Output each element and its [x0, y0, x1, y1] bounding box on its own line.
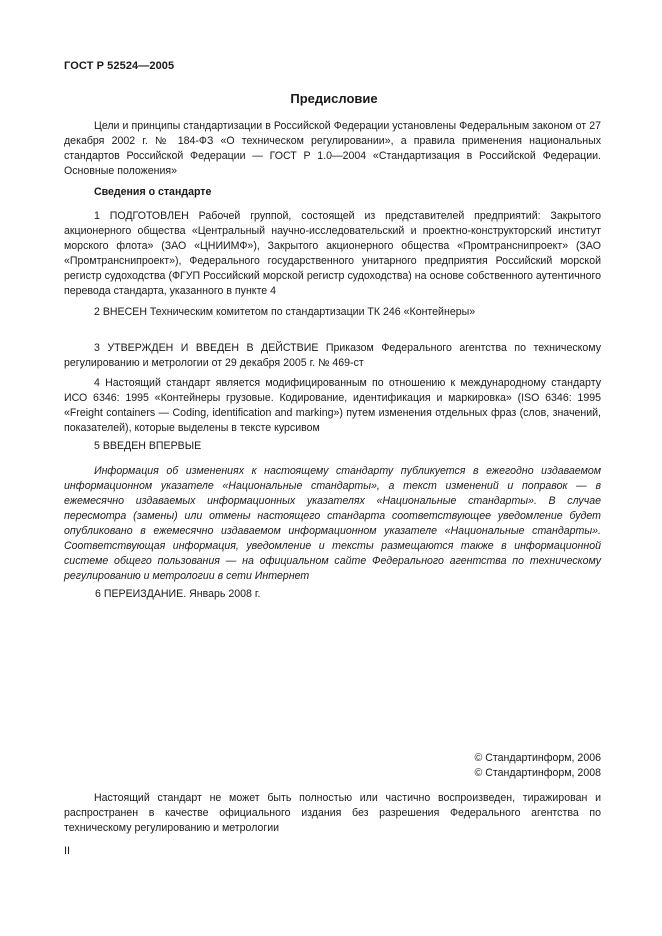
page-title: Предисловие	[290, 91, 378, 106]
item-1-paragraph: 1 ПОДГОТОВЛЕН Рабочей группой, состоящей из представителей предприятий: Закрытого акционерного общества «Центральный научно-исследовательский и проектно-конструкторский институт морского флота» (ЗАО «ЦНИИМФ»), Закрытого акционерного общества «Промтранснипроект» (ЗАО «Промтранснипроект»), Федерального государственного унитарного предприятия Российский морской регистр судоходства (ФГУП Российский морской регистр судоходства) на основе собственного аутентичного перевода стандарта, указанного в пункте 4	[64, 210, 601, 297]
reproduction-notice: Настоящий стандарт не может быть полностью или частично воспроизведен, тиражирован и распространен в качестве официального издания без разрешения Федерального агентства по техническому регулированию и метрологии	[64, 792, 601, 834]
doc-code: ГОСТ Р 52524—2005	[64, 60, 175, 72]
info-italic-paragraph: Информация об изменениях к настоящему стандарту публикуется в ежегодно издаваемом информационном указателе «Национальные стандарты», а текст изменений и поправок — в ежемесячно издаваемых информационных указателях «Национальные стандарты». В случае пересмотра (замены) или отмены настоящего стандарта соответствующее уведомление будет опубликовано в ежемесячно издаваемом информационном указателе «Национальные стандарты». Соответствующая информация, уведомление и тексты размещаются также в информационной системе общего пользования — на официальном сайте Федерального агентства по техническому регулированию и метрологии в сети Интернет	[64, 465, 601, 582]
section-heading: Сведения о стандарте	[94, 186, 212, 198]
copyright-line: © Стандартинформ, 2006	[474, 752, 601, 764]
copyright-line: © Стандартинформ, 2008	[474, 767, 601, 779]
item-2-paragraph: 2 ВНЕСЕН Техническим комитетом по стандартизации ТК 246 «Контейнеры»	[94, 306, 476, 318]
page-number: II	[64, 845, 71, 857]
copyright-block	[475, 751, 601, 781]
item-4-paragraph: 4 Настоящий стандарт является модифицированным по отношению к международному стандарту ИСО 6346: 1995 «Контейнеры грузовые. Кодирование, идентификация и маркировка» (ISO 6346: 1995 «Freight containers — Coding, identification and marking») путем изменения отдельных фраз (слов, значений, показателей), которые выделены в тексте курсивом	[64, 377, 601, 434]
item-3-paragraph: 3 УТВЕРЖДЕН И ВВЕДЕН В ДЕЙСТВИЕ Приказом Федерального агентства по техническому регулированию и метрологии от 29 декабря 2005 г. № 469-ст	[64, 342, 601, 369]
item-5-paragraph: 5 ВВЕДЕН ВПЕРВЫЕ	[94, 440, 202, 452]
intro-paragraph: Цели и принципы стандартизации в Российской Федерации установлены Федеральным законом от 27 декабря 2002 г. № 184-ФЗ «О техническом регулировании», а правила применения национальных стандартов Российской Федерации — ГОСТ Р 1.0—2004 «Стандартизация в Российской Федерации. Основные положения»	[64, 120, 601, 177]
item-6-paragraph: 6 ПЕРЕИЗДАНИЕ. Январь 2008 г.	[95, 588, 261, 600]
